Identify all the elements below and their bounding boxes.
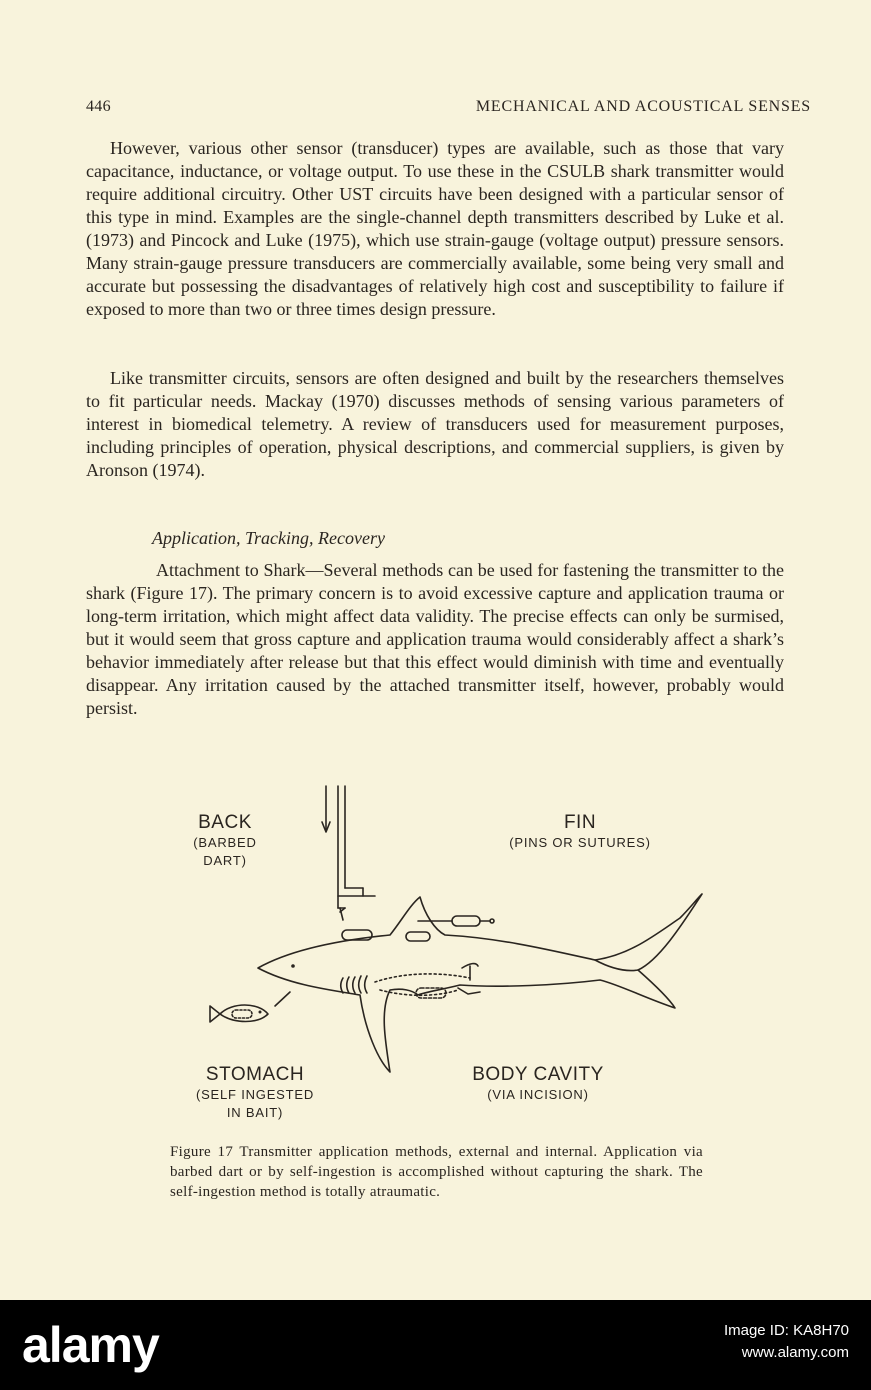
label-fin-title: FIN [563, 812, 597, 833]
body-paragraph: However, various other sensor (transducer) types are available, such as those that vary capacitance, inductance, or voltage output. To use these in the CSULB shark transmitter would require additional circuitry. Other UST circuits have been designed with a particular sensor of this type in mind. Examples are the single-channel depth transmitters described by Luke et al. (1973) and Pincock and Luke (1975), which use strain-gauge (voltage output) pressure sensors. Many strain-gauge pressure transducers are commercially available, some being very small and accurate but possessing the disadvantages of relatively high cost and susceptibility to failure if exposed to more than two or three times design pressure. [86, 138, 784, 319]
figure-17 [140, 780, 740, 1140]
label-back [170, 812, 280, 870]
barbed-dart-illustration [322, 786, 375, 920]
label-back-sub: (BARBED DART) [193, 835, 257, 868]
watermark-logo: alamy [22, 1317, 159, 1373]
label-stomach-sub: (SELF INGESTED IN BAIT) [195, 1087, 315, 1120]
running-head: MECHANICAL AND ACOUSTICAL SENSES [475, 98, 811, 115]
body-paragraph: Like transmitter circuits, sensors are often designed and built by the researchers themselves to fit particular needs. Mackay (1970) discusses methods of sensing various parameters of interest in biomedical telemetry. A review of transducers used for measurement purposes, including principles of operation, physical descriptions, and commercial suppliers, is given by Aronson (1974). [86, 368, 784, 480]
watermark-site: www.alamy.com [741, 1344, 849, 1361]
watermark-image-id: Image ID: KA8H70 [723, 1322, 849, 1339]
label-body-cavity-sub: (VIA INCISION) [487, 1087, 589, 1102]
section-heading: Application, Tracking, Recovery [152, 528, 385, 548]
figure-caption: Figure 17 Transmitter application methods, external and internal. Application via barbed dart or by self-ingestion is accomplished without capturing the shark. The self-ingestion method is totally atraumatic. [170, 1144, 703, 1200]
label-back-title: BACK [198, 812, 252, 833]
label-body-cavity [458, 1064, 618, 1104]
body-paragraph: Attachment to Shark—Several methods can be used for fastening the transmitter to the shark (Figure 17). The primary concern is to avoid excessive capture and application trauma or long-term irritation, which might affect data validity. The precise effects can only be surmised, but it would seem that gross capture and application trauma would considerably affect a shark’s behavior immediately after release but that this effect would diminish with time and eventually disappear. Any irritation caused by the attached transmitter itself, however, probably would persist. [86, 560, 784, 718]
page-number: 446 [86, 98, 111, 115]
label-body-cavity-title: BODY CAVITY [472, 1064, 604, 1085]
label-fin-sub: (PINS OR SUTURES) [509, 835, 651, 850]
label-stomach [190, 1064, 320, 1122]
bait-fish [210, 992, 290, 1022]
label-fin [500, 812, 660, 852]
watermark-meta [724, 1320, 849, 1364]
label-stomach-title: STOMACH [205, 1064, 305, 1085]
